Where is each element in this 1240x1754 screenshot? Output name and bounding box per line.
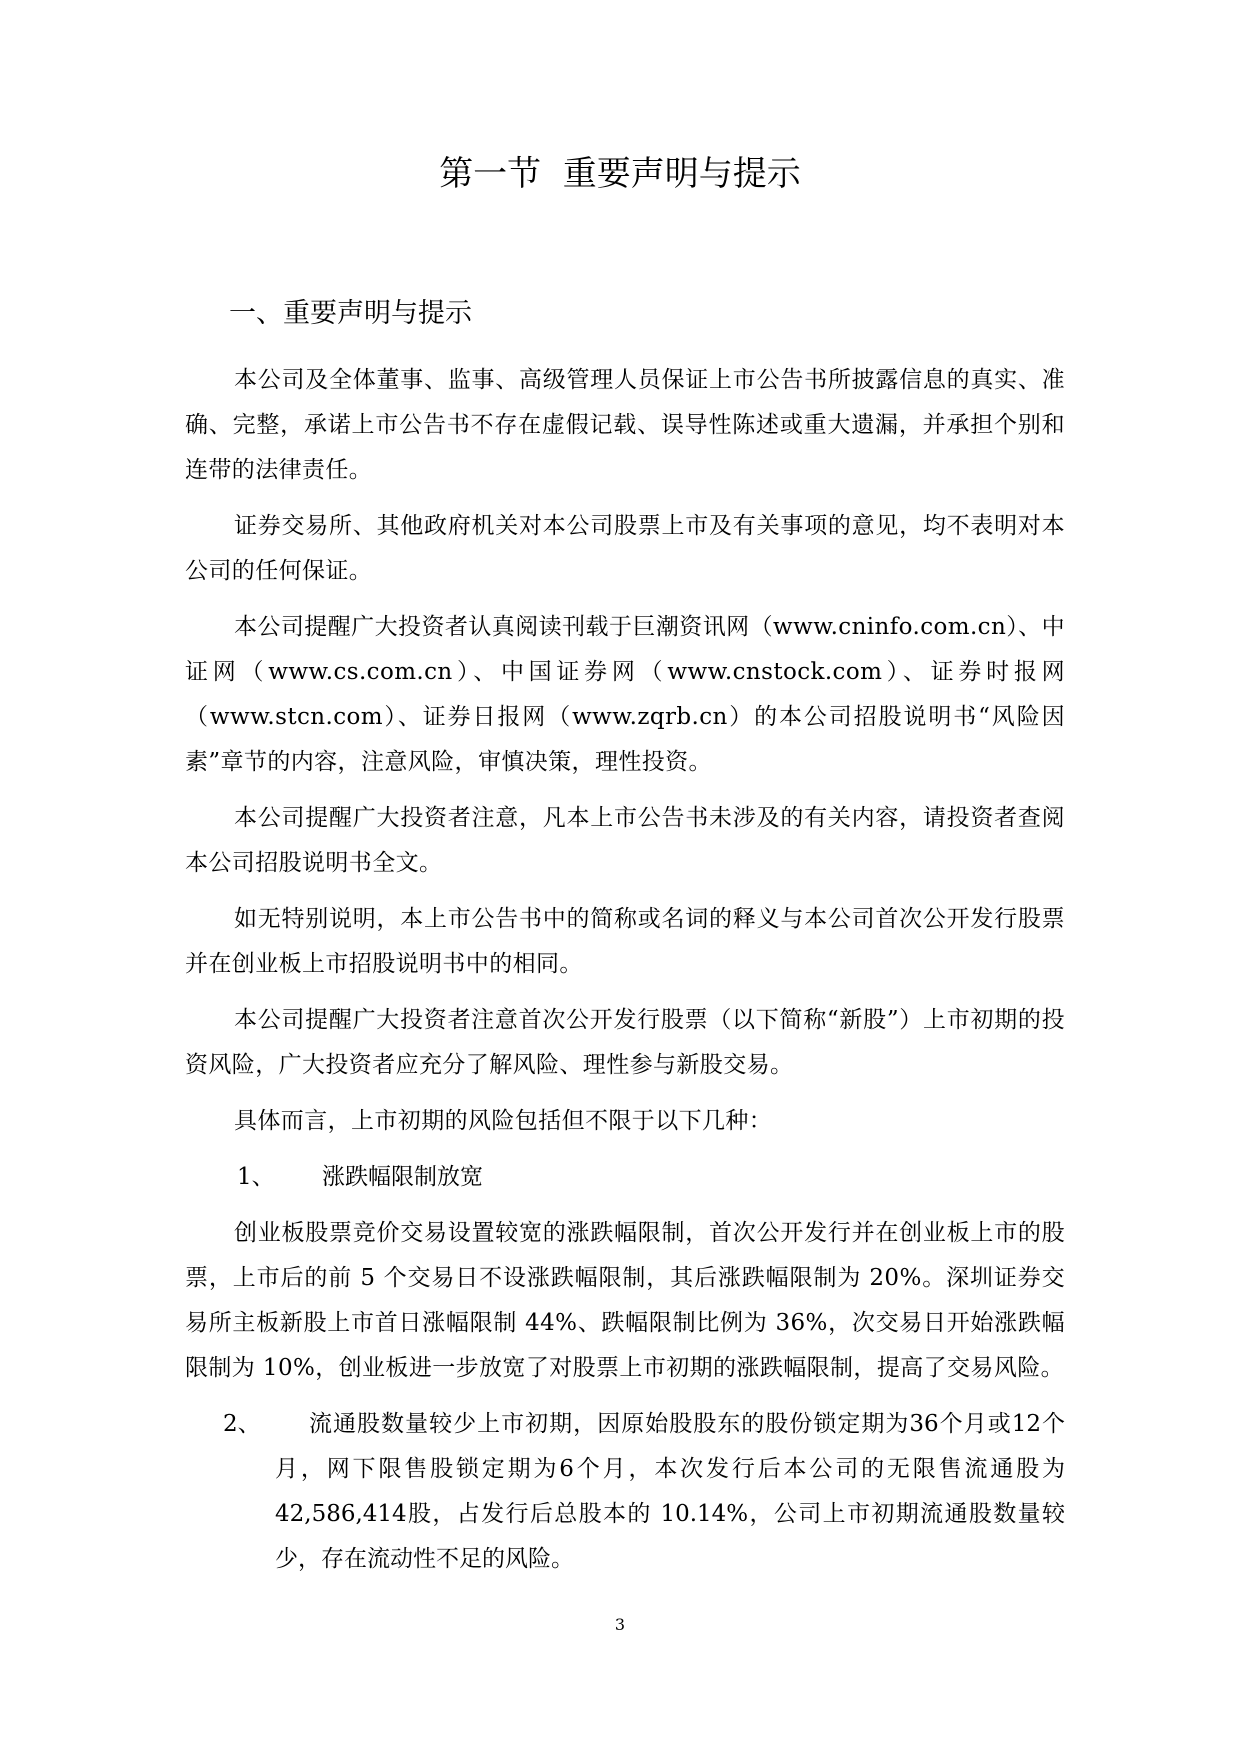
paragraph-consult-full-text: 本公司提醒广大投资者注意，凡本上市公告书未涉及的有关内容，请投资者查阅本公司招股说明书全文。 — [185, 805, 1065, 876]
list-item-1-text: 创业板股票竞价交易设置较宽的涨跌幅限制，首次公开发行并在创业板上市的股票，上市后的前 5 个交易日不设涨跌幅限制，其后涨跌幅限制为 20%。深圳证券交易所主板新股上市首日涨幅限制 44%、跌幅限制比例为 36%，次交易日开始涨跌幅限制为 10%，创业板进一步放宽了对股票上市初期的涨跌幅限制，提高了交易风险。 — [185, 1220, 1065, 1381]
list-item-2 — [223, 1402, 1065, 1582]
list-item-text: 流通股数量较少上市初期，因原始股股东的股份锁定期为36个月或12个月，网下限售股锁定期为6个月，本次发行后本公司的无限售流通股为42,586,414股，占发行后总股本的 10.14%，公司上市初期流通股数量较少，存在流动性不足的风险。 — [275, 1411, 1065, 1572]
page-number: 3 — [614, 1615, 626, 1634]
list-item-number: 2、 — [223, 1411, 261, 1437]
paragraph-no-guarantee: 证券交易所、其他政府机关对本公司股票上市及有关事项的意见，均不表明对本公司的任何保证。 — [185, 513, 1065, 584]
paragraph-risk-intro: 具体而言，上市初期的风险包括但不限于以下几种： — [234, 1108, 773, 1134]
paragraph-new-share-risk: 本公司提醒广大投资者注意首次公开发行股票（以下简称“新股”）上市初期的投资风险，广大投资者应充分了解风险、理性参与新股交易。 — [185, 1007, 1065, 1078]
paragraph-statement: 本公司及全体董事、监事、高级管理人员保证上市公告书所披露信息的真实、准确、完整，承诺上市公告书不存在虚假记载、误导性陈述或重大遗漏，并承担个别和连带的法律责任。 — [185, 367, 1065, 483]
document-body — [185, 358, 1065, 1582]
list-item-number: 1、 — [237, 1164, 275, 1190]
section-heading: 一、重要声明与提示 — [229, 298, 472, 329]
paragraph-definitions: 如无特别说明，本上市公告书中的简称或名词的释义与本公司首次公开发行股票并在创业板上市招股说明书中的相同。 — [185, 906, 1065, 977]
list-item-1-heading — [185, 1155, 1065, 1200]
list-item-title: 涨跌幅限制放宽 — [322, 1164, 483, 1190]
paragraph-read-prospectus: 本公司提醒广大投资者认真阅读刊载于巨潮资讯网（www.cninfo.com.cn）、中证网（www.cs.com.cn）、中国证券网（www.cnstock.com）、证券时报网（www.stcn.com）、证券日报网（www.zqrb.cn）的本公司招股说明书“风险因素”章节的内容，注意风险，审慎决策，理性投资。 — [185, 614, 1065, 775]
page-title: 第一节 重要声明与提示 — [439, 154, 801, 194]
